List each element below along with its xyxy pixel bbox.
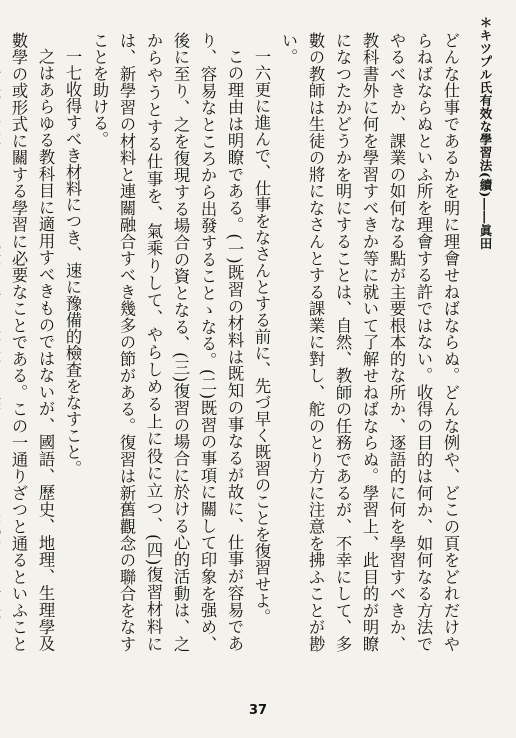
body-text — [9, 32, 464, 652]
paragraph-3: この理由は明瞭である。(一)既習の材料は既知の事なるが故に、仕事が容易であり、容易なところから出發することゝなる。(二)既習の事項に關して印象を强め、後に至り、之を復現する場合の資となる、(三)復習の場合に於ける心的活動は、之からやうとする仕事を、氣乘りして、やらしめる上に役に立つ、(四)復習材料には、新學習の材料と連關融合すべき幾多の節がある。復習は新舊觀念の聯合をなすことを助ける。 — [90, 32, 244, 652]
paragraph-2: 一六更に進んで、仕事をなさんとする前に、先づ早く既習のことを復習せよ。 — [252, 48, 271, 626]
page-number: 37 — [248, 703, 268, 718]
paragraph-1: どんな仕事であるかを明に理會せねばならぬ。どんな例や、どこの頁をどれだけやらねばならぬといふ所を理會する許ではない。收得の目的は何か、如何なる方法でやるべきか、課業の如何なる點が主要根本的な所か、逐語的に何を學習すべきか、教科書外に何を學習すべきか等に就いて了解せねばならぬ。學習上、此目的が明瞭になつたかどうかを明にすることは、自然、教師の任務であるが、不幸にして、多數の教師は生徒の將になさんとする課業に對し、舵のとり方に注意を拂ふことが尠い。 — [279, 32, 460, 652]
paragraph-5: 之はあらゆる教科目に適用すべきものではないが、國語、歷史、地理、生理學及數學の或形式に關する學習に必要なことである。この一通りざつと通るといふこと — [9, 32, 55, 652]
running-header: ＊キツプル氏有效な學習法(續)――眞田 — [478, 16, 493, 250]
paragraph-4: 一七收得すべき材料につき、速に豫備的檢査をなすこと。 — [63, 48, 82, 478]
